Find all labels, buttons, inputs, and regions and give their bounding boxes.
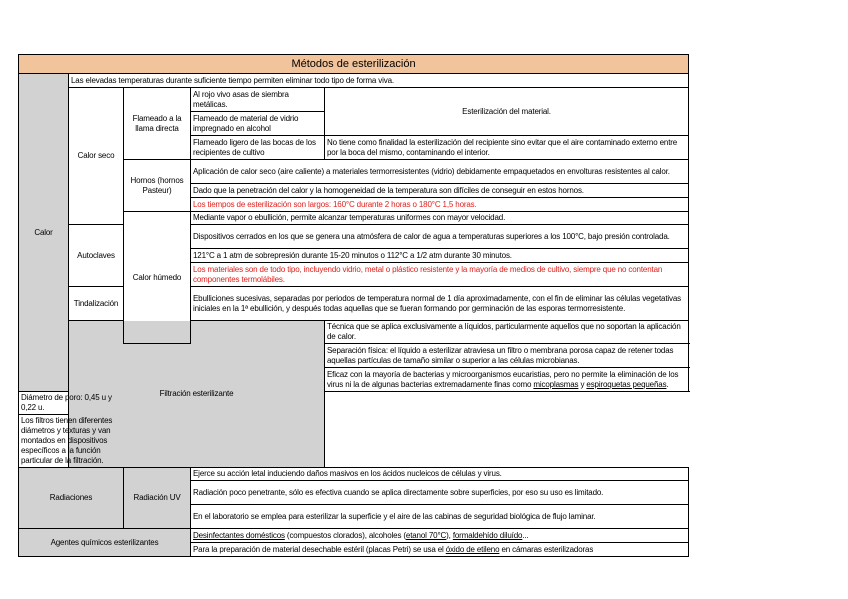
filtracion-row-3-conjunction: y <box>578 379 587 389</box>
category-calor: Calor <box>19 74 69 392</box>
category-quimicos: Agentes químicos esterilizantes <box>19 529 191 557</box>
autoclaves-row-1: Dispositivos cerrados en los que se genera una atmósfera de calor de agua a temperaturas superiores a los 100°C, bajo presión controlada. <box>191 225 689 249</box>
radiacion-row-1: Ejerce su acción letal induciendo daños masivos en los ácidos nucleicos de células y virus. <box>191 468 689 481</box>
hornos-row-2: Dado que la penetración del calor y la homogeneidad de la temperatura son difíciles de conseguir en estos hornos. <box>191 184 689 198</box>
sterilization-methods-table <box>18 54 689 557</box>
calor-intro: Las elevadas temperaturas durante suficiente tiempo permiten eliminar todo tipo de forma viva. <box>69 74 689 88</box>
method-autoclaves: Autoclaves <box>69 225 124 287</box>
flameado-row-3: Flameado ligero de las bocas de los recipientes de cultivo <box>191 136 325 160</box>
autoclaves-row-2: 121°C a 1 atm de sobrepresión durante 15-20 minutos o 112°C a 1/2 atm durante 30 minutos. <box>191 249 689 263</box>
flameado-description: Esterilización del material. <box>325 88 689 136</box>
method-flameado: Flameado a la llama directa <box>124 88 191 160</box>
calor-humedo-intro: Mediante vapor o ebullición, permite alcanzar temperaturas uniformes con mayor velocidad. <box>191 212 689 225</box>
quimicos-row-2 <box>191 543 689 557</box>
category-radiaciones: Radiaciones <box>19 468 124 529</box>
autoclaves-row-3: Los materiales son de todo tipo, incluyendo vidrio, metal o plástico resistente y la mayoría de medios de cultivo, siempre que no contentan componentes termolábiles. <box>191 263 689 287</box>
filtracion-row-1: Técnica que se aplica exclusivamente a líquidos, particularmente aquellos que no soportan la aplicación de calor. <box>325 321 689 344</box>
filtracion-row-4: Diámetro de poro: 0,45 u y 0,22 u. <box>19 392 124 415</box>
filtracion-row-3-end: . <box>666 379 669 389</box>
hornos-row-3: Los tiempos de esterilización son largos: 160°C durante 2 horas o 180°C 1,5 horas. <box>191 198 689 212</box>
formaldehido-term: formaldehído diluído <box>452 530 523 540</box>
tindalizacion-row-1: Ebulliciones sucesivas, separadas por periodos de temperatura normal de 1 día aproximadamente, con el fin de eliminar las células vegetativas iniciales en la 1ª ebullición, y después todas aquellas que se fueran formando por germinación de las esporas termorresistente. <box>191 287 689 321</box>
radiacion-row-2: Radiación poco penetrante, sólo es efectiva cuando se aplica directamente sobre superficies, por eso su uso es limitado. <box>191 481 689 505</box>
oxido-etileno-term: óxido de etileno <box>445 544 500 554</box>
filtracion-row-5: Los filtros tienen diferentes diámetros y texturas y van montados en dispositivos específicos a la función particular de la filtración. <box>19 415 124 468</box>
radiacion-row-3: En el laboratorio se emplea para esterilizar la superficie y el aire de las cabinas de seguridad biológica de flujo laminar. <box>191 505 689 529</box>
category-filtracion: Filtración esterilizante <box>69 321 325 468</box>
subcategory-calor-humedo: Calor húmedo <box>124 212 191 344</box>
method-radiacion-uv: Radiación UV <box>124 468 191 529</box>
espiroquetas-term: espiroquetas pequeñas <box>586 379 667 389</box>
flameado-row-1: Al rojo vivo asas de siembra metálicas. <box>191 88 325 112</box>
quimicos-row-1-text: (compuestos clorados), alcoholes ( <box>284 530 406 540</box>
desinfectantes-term: Desinfectantes domésticos <box>193 530 285 540</box>
quimicos-row-1 <box>191 529 689 543</box>
filtracion-row-2: Separación física: el líquido a esterilizar atraviesa un filtro o membrana porosa capaz de retener todas aquellas partículas de tamaño similar o superior a las células microbianas. <box>325 344 689 368</box>
method-tindalizacion: Tindalización <box>69 287 124 321</box>
subcategory-calor-seco: Calor seco <box>69 88 124 225</box>
quimicos-row-1-sep: ), <box>446 530 453 540</box>
micoplasmas-term: micoplasmas <box>533 379 579 389</box>
table-title: Métodos de esterilización <box>19 55 689 74</box>
quimicos-row-2-end: en cámaras esterilizadoras <box>499 544 594 554</box>
filtracion-row-3 <box>325 368 689 392</box>
flameado-row-2: Flameado de material de vidrio impregnado en alcohol <box>191 112 325 136</box>
quimicos-row-2-text: Para la preparación de material desechable estéril (placas Petri) se usa el <box>193 544 446 554</box>
hornos-row-1: Aplicación de calor seco (aire caliente) a materiales termorresistentes (vidrio) debidamente empaquetados en envolturas resistentes al calor. <box>191 160 689 184</box>
quimicos-row-1-ellipsis: ... <box>522 530 529 540</box>
filtracion-row-3-text: Eficaz con la mayoría de bacterias y microorganismos eucaristias, pero no permite la eliminación de los virus ni la de algunas bacterias extremadamente finas como <box>327 369 679 389</box>
method-hornos: Hornos (hornos Pasteur) <box>124 160 191 212</box>
etanol-term: etanol 70°C <box>405 530 447 540</box>
flameado-row-3-description: No tiene como finalidad la esterilización del recipiente sino evitar que el aire contaminado externo entre por la boca del mismo, contaminando el interior. <box>325 136 689 160</box>
